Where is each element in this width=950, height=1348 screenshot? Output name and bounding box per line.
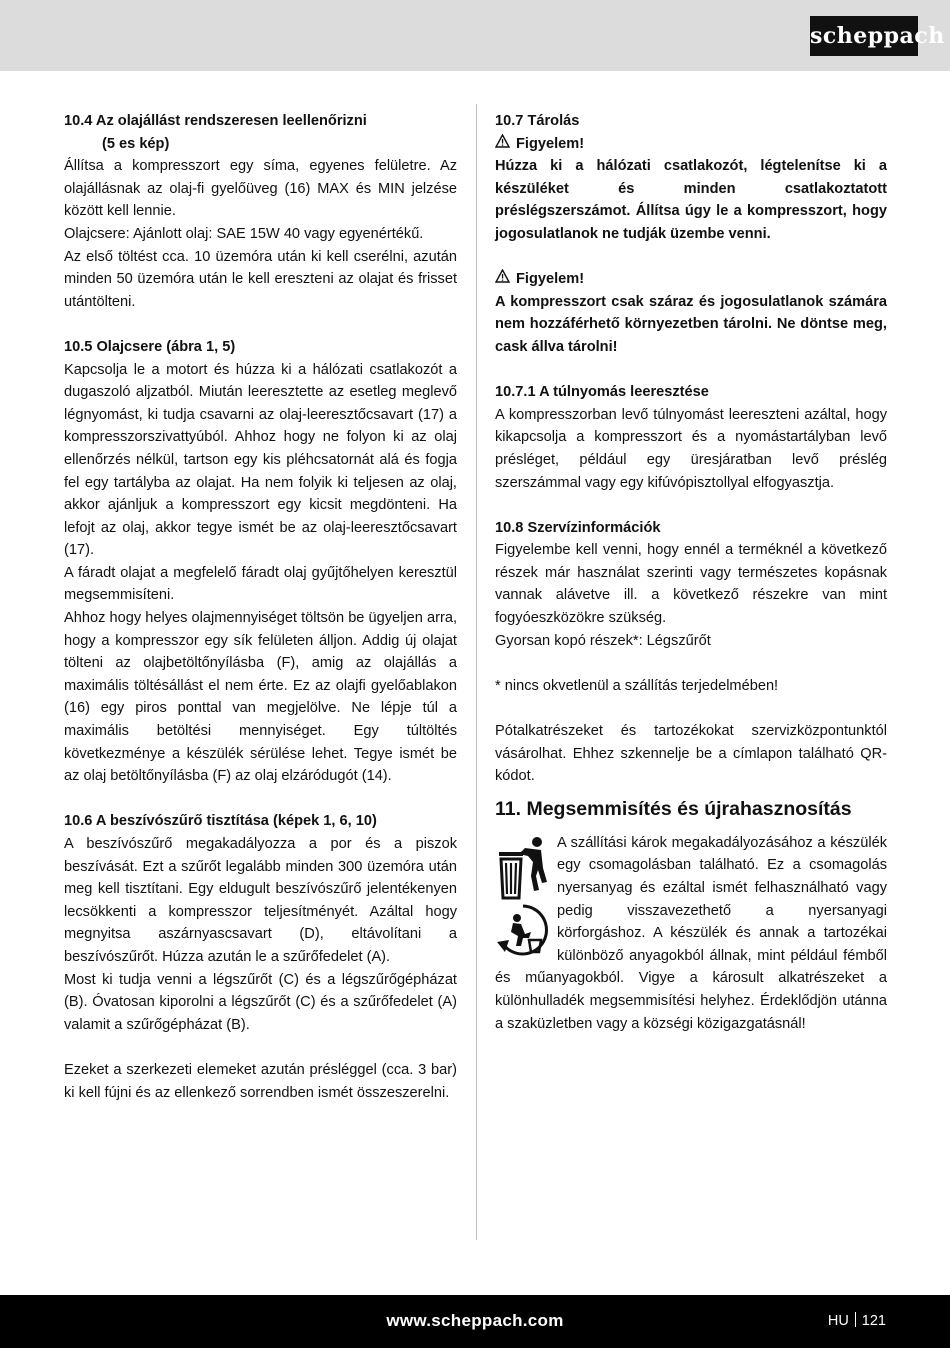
section-10-4-subtitle: (5 es kép) [102,135,170,152]
section-10-8-title: 10.8 Szervízinformációk [495,519,661,536]
section-10-4-title: 10.4 Az olajállást rendszeresen leellenőrizni [64,113,367,129]
footer-website-link[interactable]: www.scheppach.com [386,1311,564,1330]
warning-2 [495,268,887,291]
section-10-4-oil: Olajcsere: Ajánlott olaj: SAE 15W 40 vagy egyenértékű. [64,225,424,242]
warning-1 [495,133,887,156]
section-10-6-p1: A beszívószűrő megakadályozza a por és a piszok beszívását. Ezt a szűrőt legalább minden 300 üzemóra után meg kell tisztítani. Egy eldugult beszívószűrő jelentékenyen lecsökkenti a kompresszor teljesítményét. Azáltal hogy megnyitsa aszárnyascsavart (D), eltávolítani a beszívószűrőt. Húzza azután le a szűrőfedelet (A). [64,836,457,965]
warning-label: Figyelem! [516,271,585,288]
section-10-8-note: * nincs okvetlenül a szállítás terjedelmében! [495,677,779,694]
section-10-5-p1: Kapcsolja le a motort és húzza ki a hálózati csatlakozót a dugaszoló aljzatból. Miután leeresztette az esetleg meglevő légnyomást, ki tudja csavarni az olaj-leeresztőcsavart (17) a kompresszorszivattyúból. Ahhoz hogy ne folyon ki az olaj ellenőrzés nélkül, tartson egy kis pléhcsatornát alá és fogja fel egy tartályba az olajat. Ha nem folyik ki teljesen az olaj, akkor ajánljuk a kompresszort egy kicsit megdönteni. Ha lefojt az olaj, akkor tegye ismét be az olaj-leeresztőcsavart (17). [64,361,457,559]
warning-1-text: Húzza ki a hálózati csatlakozót, légtelenítse ki a készüléket és minden csatlakoztatott préslégszerszámot. Állítsa úgy le a kompresszort, hogy jogosulatlanok ne tudják üzembe venni. [495,158,887,242]
column-divider [476,104,477,1240]
left-column [64,110,457,1104]
section-10-4-first-fill: Az első töltést cca. 10 üzemóra után ki kell cserélni, azután minden 50 üzemóra után le kell ereszteni az olajat és frisset utántölteni. [64,248,457,310]
section-10-5-p3: Ahhoz hogy helyes olajmennyiséget töltsön be ügyeljen arra, hogy a kompresszor egy sík felületen álljon. Addig új olajat tölteni az olajbetöltőnyílásba (F), amig az olajállás a maximális töltésállást el nem érte. Ez az olajfi gyelőablakon (16) egy piros ponttal van megjelölve. Ne lépje túl a maximális betöltési mennyiséget. Egy túltöltés következménye a készülék sérülése lehet. Tegye ismét be az olaj betöltőnyílásba (F) az olaj elzáródugót (14). [64,610,457,785]
section-10-6-p3: Ezeket a szerkezeti elemeket azután présléggel (cca. 3 bar) ki kell fújni és az ellenkező sorrendben ismét összeszerelni. [64,1061,457,1101]
language-code: HU [827,1313,849,1329]
section-10-6-title: 10.6 A beszívószűrő tisztítása (képek 1, 6, 10) [64,813,377,830]
section-10-8-body: Figyelembe kell venni, hogy ennél a terméknél a következő részek már használat szerinti vagy természetes kopásnak vannak alávetve ill. a következő részekre van mint fogyóeszközökre szükség. [495,542,887,627]
section-11-body: A szállítási károk megakadályozásához a készülék egy csomagolásban található. Ez a csomagolás nyersanyag és ezáltal ismét felhasználható vagy pedig visszavezethető a nyersanyagi körforgáshoz. A készülék és annak a tartozékai különböző anyagokból állnak, mint például fémből és műanyagokból. Vigye a károsult alkatrészeket a különhulladék megsemmisítési helyhez. Érdeklődjön utánna a szaküzletben vagy a községi közigazgatásnál! [495,834,887,1032]
warning-2-text: A kompresszort csak száraz és jogosulatlanok számára nem hozzáférhető környezetben tárolni. Ne döntse meg, cask állva tárolni! [495,293,887,355]
page-number-value: 121 [861,1313,886,1329]
warning-triangle-icon [495,133,511,156]
trash-bin-icon [495,832,553,902]
section-10-7-1-title: 10.7.1 A túlnyomás leeresztése [495,384,709,401]
recycling-icon [495,902,553,958]
warning-label: Figyelem! [516,135,585,152]
section-10-8-parts: Pótalkatrészeket és tartozékokat szervizközpontunktól vásárolhat. Ehhez szkennelje be a címlapon található QR-kódot. [495,723,887,785]
page-number [828,1312,886,1329]
section-10-6-p2: Most ki tudja venni a légszűrőt (C) és a légszűrőgépházat (B). Óvatosan kiporolni a légszűrőt (C) és a szűrőfedelet (A) valamit a szűrőgépházat (B). [64,971,457,1033]
section-10-5-p2: A fáradt olajat a megfelelő fáradt olaj gyűjtőhelyen keresztül megsemmisíteni. [64,564,457,604]
disposal-icons [495,832,553,958]
header-bar [0,0,950,71]
section-10-7-title: 10.7 Tárolás [495,113,580,129]
section-10-7-1-body: A kompresszorban levő túlnyomást leereszteni azáltal, hogy kikapcsolja a kompresszort és a nyomástartályban levő présléget, például egy üresjáratban levő préslég szerszámmal vagy egy kifúvópisztollyal elfogyasztja. [495,406,887,491]
footer-bar [0,1295,950,1348]
scheppach-logo: scheppach [810,16,918,56]
section-11-title: 11. Megsemmisítés és újrahasznosítás [495,797,852,820]
section-10-8-wear-parts: Gyorsan kopó részek*: Légszűrőt [495,632,711,649]
section-10-4-body: Állítsa a kompresszort egy síma, egyenes felületre. Az olajállásnak az olaj-fi gyelőüveg (16) MAX és MIN jelzése között kell lennie. [64,158,457,220]
section-10-5-title: 10.5 Olajcsere (ábra 1, 5) [64,338,236,355]
warning-triangle-icon [495,268,511,291]
right-column [495,110,887,1035]
